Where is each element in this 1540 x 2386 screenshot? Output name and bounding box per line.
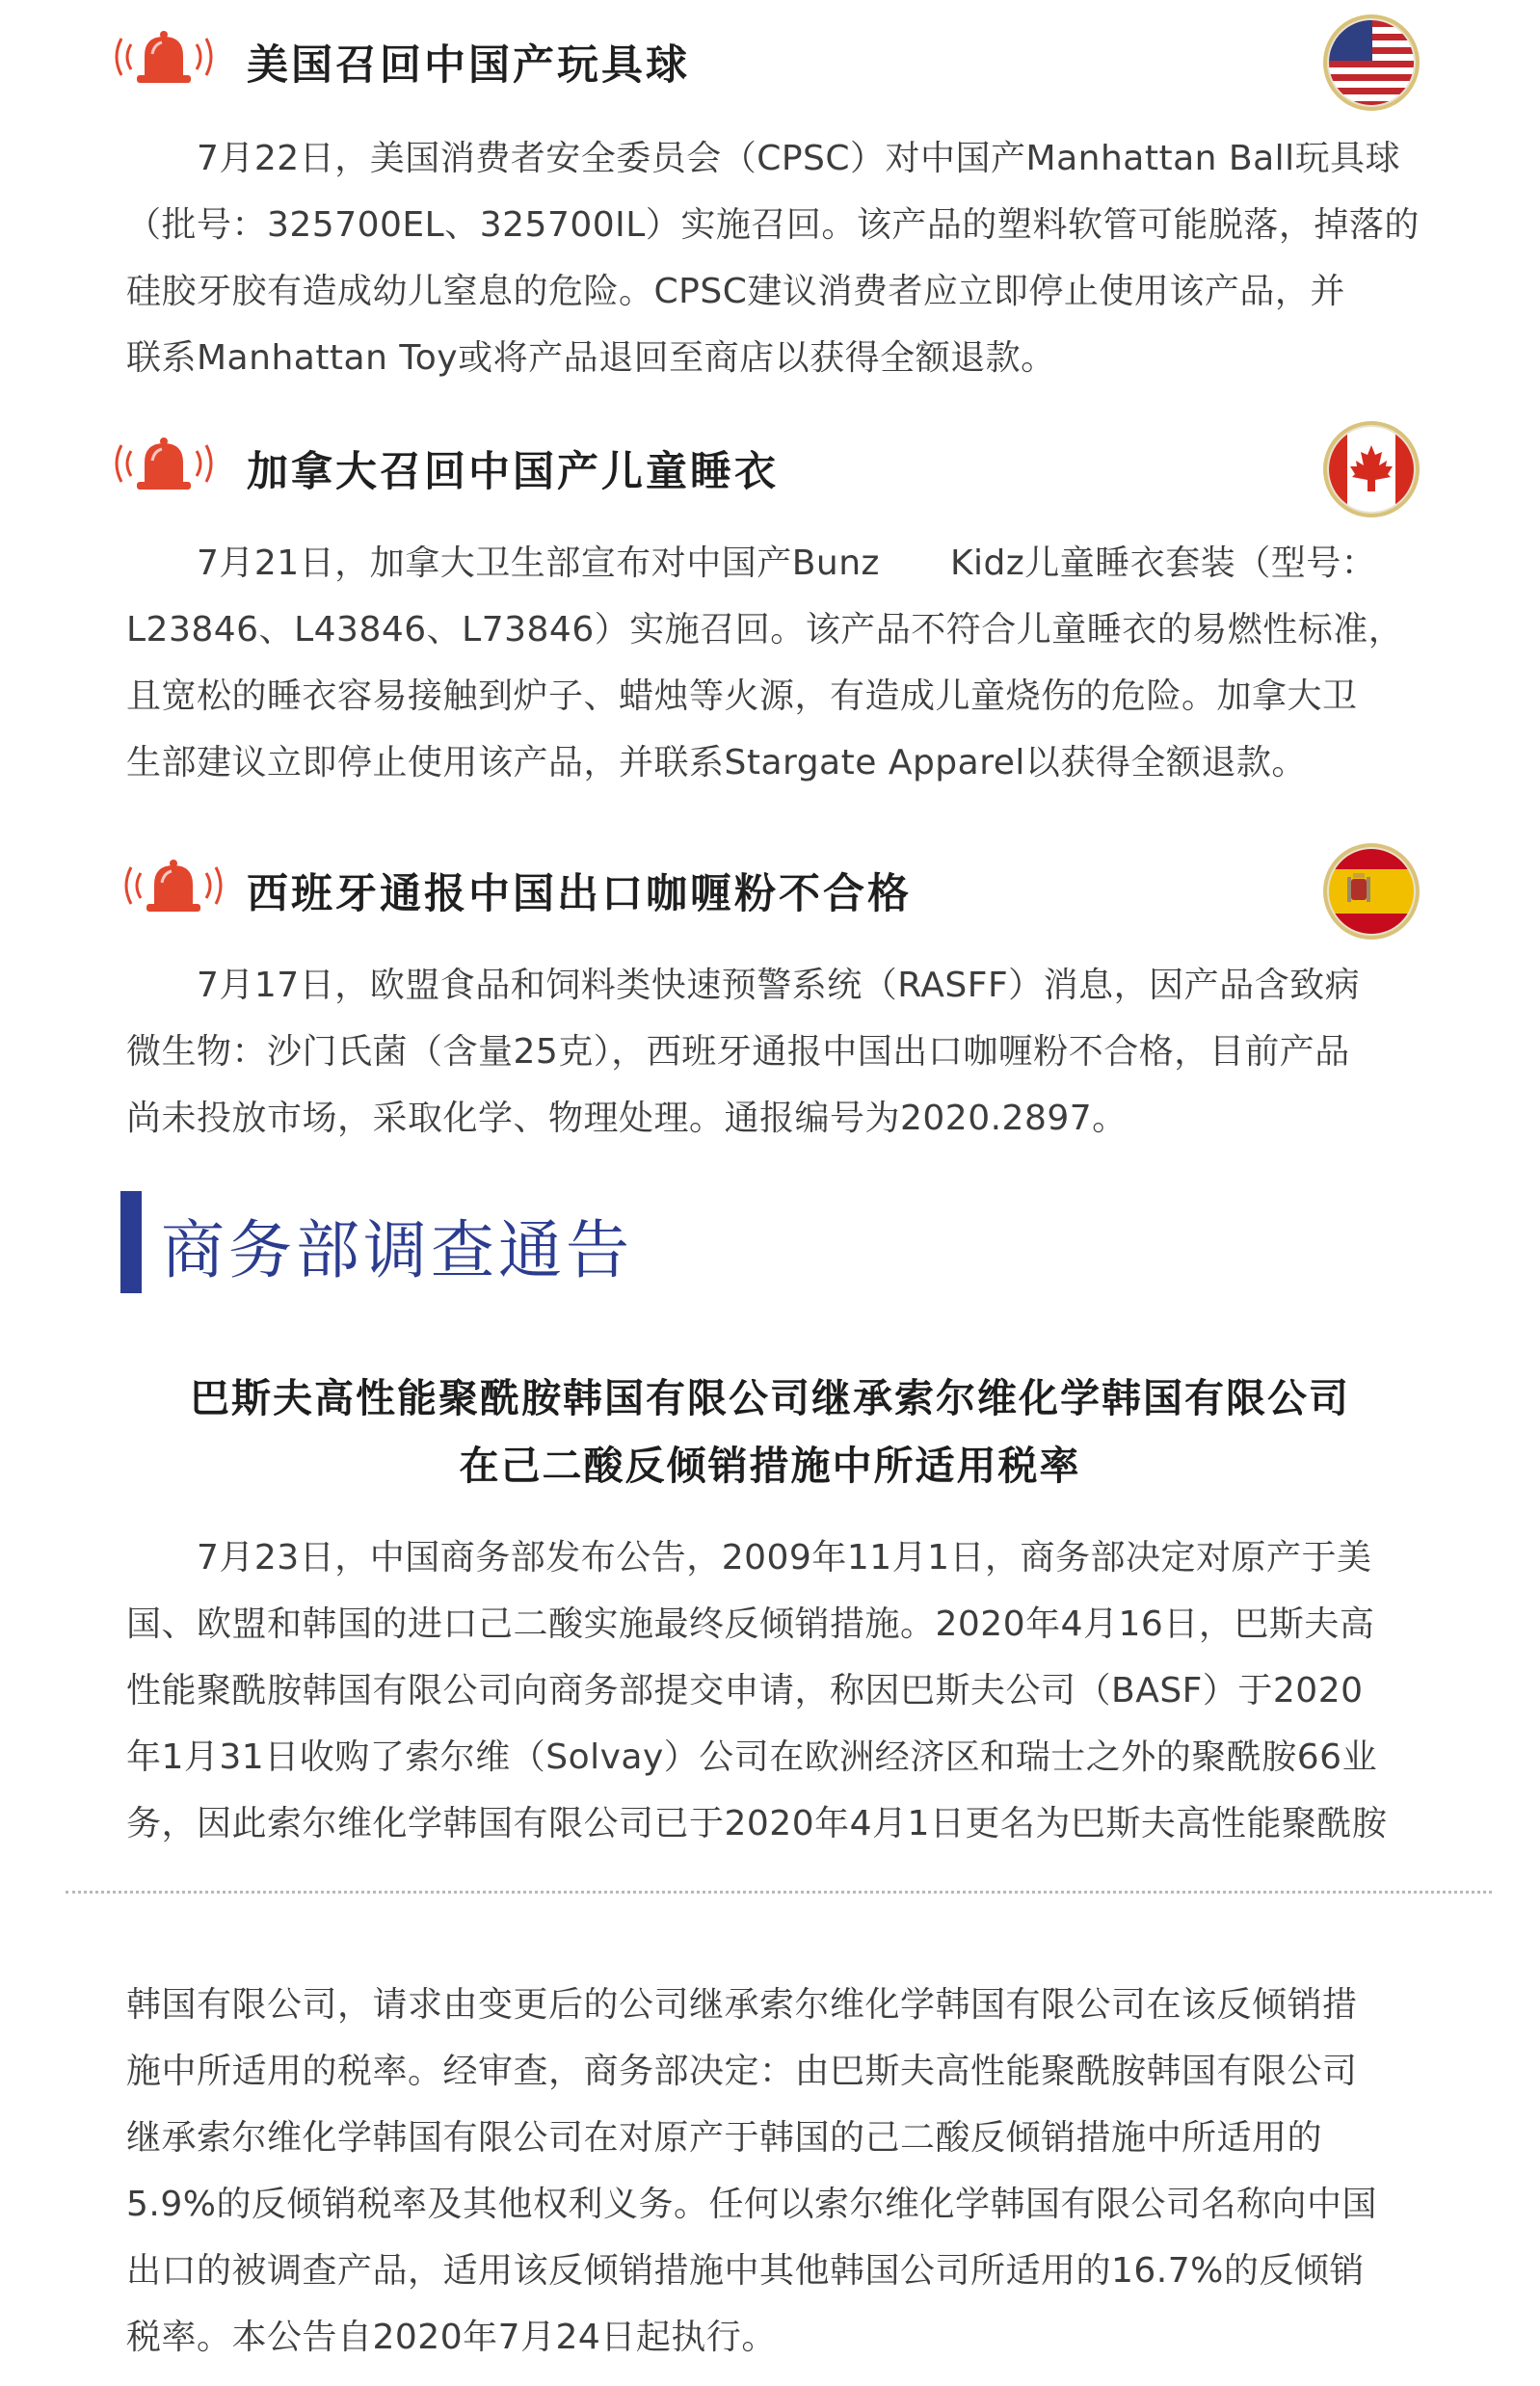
text-line: L23846、L43846、L73846）实施召回。该产品不符合儿童睡衣的易燃性标准， bbox=[126, 610, 1404, 650]
text-line: 税率。本公告自2020年7月24日起执行。 bbox=[126, 2318, 777, 2357]
canada-flag-icon bbox=[1322, 420, 1421, 518]
news-title: 加拿大召回中国产儿童睡衣 bbox=[247, 448, 779, 496]
alarm-bell-icon bbox=[123, 854, 224, 917]
text-line: 施中所适用的税率。经审查，商务部决定：由巴斯夫高性能聚酰胺韩国有限公司 bbox=[126, 2052, 1358, 2091]
notice-title-line-2: 在己二酸反倾销措施中所适用税率 bbox=[459, 1443, 1081, 1489]
notice-body-part-b bbox=[126, 1972, 1425, 2371]
news-body-spain bbox=[126, 952, 1425, 1152]
notice-body-part-a bbox=[126, 1524, 1425, 1857]
text-line: 联系Manhattan Toy或将产品退回至商店以获得全额退款。 bbox=[126, 338, 1056, 378]
text-line: 务，因此索尔维化学韩国有限公司已于2020年4月1日更名为巴斯夫高性能聚酰胺 bbox=[126, 1804, 1388, 1843]
text-line: 7月22日，美国消费者安全委员会（CPSC）对中国产Manhattan Ball玩具球 bbox=[126, 139, 1401, 178]
news-item-canada-header bbox=[0, 414, 1540, 520]
text-line: 性能聚酰胺韩国有限公司向商务部提交申请，称因巴斯夫公司（BASF）于2020 bbox=[126, 1671, 1364, 1710]
text-line: （批号：325700EL、325700IL）实施召回。该产品的塑料软管可能脱落，掉落的 bbox=[126, 205, 1420, 245]
text-line: 国、欧盟和韩国的进口己二酸实施最终反倾销措施。2020年4月16日，巴斯夫高 bbox=[126, 1604, 1375, 1644]
spain-flag-icon bbox=[1322, 842, 1421, 941]
text-line: 韩国有限公司，请求由变更后的公司继承索尔维化学韩国有限公司在该反倾销措 bbox=[126, 1985, 1358, 2025]
text-line: 出口的被调查产品，适用该反倾销措施中其他韩国公司所适用的16.7%的反倾销 bbox=[126, 2251, 1365, 2291]
text-line: 7月23日，中国商务部发布公告，2009年11月1日，商务部决定对原产于美 bbox=[126, 1538, 1372, 1577]
news-title: 西班牙通报中国出口咖喱粉不合格 bbox=[247, 870, 912, 918]
text-line: 尚未投放市场，采取化学、物理处理。通报编号为2020.2897。 bbox=[126, 1099, 1128, 1138]
alarm-bell-icon bbox=[114, 25, 214, 89]
news-body-usa bbox=[126, 125, 1425, 391]
news-item-spain-header bbox=[0, 836, 1540, 942]
usa-flag-icon bbox=[1322, 13, 1421, 112]
news-item-usa-header bbox=[0, 8, 1540, 114]
page-break-divider bbox=[66, 1891, 1492, 1894]
text-line: 生部建议立即停止使用该产品，并联系Stargate Apparel以获得全额退款。 bbox=[126, 743, 1307, 782]
news-title: 美国召回中国产玩具球 bbox=[247, 41, 690, 90]
alarm-bell-icon bbox=[114, 432, 214, 495]
text-line: 微生物：沙门氏菌（含量25克），西班牙通报中国出口咖喱粉不合格，目前产品 bbox=[126, 1032, 1350, 1072]
text-line: 且宽松的睡衣容易接触到炉子、蜡烛等火源，有造成儿童烧伤的危险。加拿大卫 bbox=[126, 676, 1358, 716]
text-line: 5.9%的反倾销税率及其他权利义务。任何以索尔维化学韩国有限公司名称向中国 bbox=[126, 2185, 1377, 2224]
text-line: 硅胶牙胶有造成幼儿窒息的危险。CPSC建议消费者应立即停止使用该产品，并 bbox=[126, 272, 1345, 311]
text-line: 7月21日，加拿大卫生部宣布对中国产Bunz Kidz儿童睡衣套装（型号： bbox=[126, 543, 1377, 583]
section-title: 商务部调查通告 bbox=[161, 1213, 633, 1287]
notice-title-line-1: 巴斯夫高性能聚酰胺韩国有限公司继承索尔维化学韩国有限公司 bbox=[190, 1375, 1350, 1421]
text-line: 7月17日，欧盟食品和饲料类快速预警系统（RASFF）消息，因产品含致病 bbox=[126, 966, 1361, 1005]
text-line: 继承索尔维化学韩国有限公司在对原产于韩国的己二酸反倾销措施中所适用的 bbox=[126, 2118, 1323, 2158]
text-line: 年1月31日收购了索尔维（Solvay）公司在欧洲经济区和瑞士之外的聚酰胺66业 bbox=[126, 1737, 1378, 1777]
section-accent-bar bbox=[120, 1191, 142, 1293]
news-body-canada bbox=[126, 530, 1425, 796]
